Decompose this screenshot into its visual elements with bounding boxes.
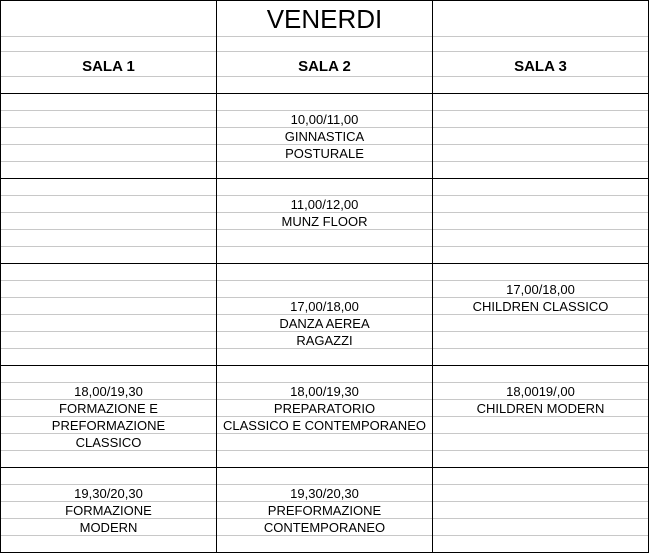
column-line	[216, 0, 217, 553]
class-name: CLASSICO	[75, 435, 142, 450]
class-name: RAGAZZI	[296, 333, 353, 348]
class-name: MUNZ FLOOR	[281, 214, 368, 229]
border-line	[0, 0, 649, 1]
class-name: MODERN	[79, 520, 138, 535]
class-name: FORMAZIONE	[65, 503, 152, 518]
row-line	[0, 51, 649, 52]
time-slot: 18,0019/,00	[506, 384, 575, 399]
time-slot: 17,00/18,00	[506, 282, 575, 297]
schedule-cell-sala-2	[217, 298, 432, 349]
border-line	[0, 365, 649, 366]
header-sala-2: SALA 2	[298, 58, 351, 75]
class-name: CHILDREN MODERN	[476, 401, 605, 416]
row-line	[0, 36, 649, 37]
border-line	[0, 467, 649, 468]
class-name: FORMAZIONE E	[59, 401, 158, 416]
class-name: DANZA AEREA	[279, 316, 370, 331]
time-slot: 19,30/20,30	[290, 486, 359, 501]
class-name: GINNASTICA	[284, 129, 365, 144]
schedule-cell-sala-3	[433, 281, 648, 315]
border-line	[0, 178, 649, 179]
row-line	[0, 246, 649, 247]
class-name: CLASSICO E CONTEMPORANEO	[223, 418, 426, 433]
time-slot: 11,00/12,00	[290, 197, 359, 212]
class-name: CONTEMPORANEO	[263, 520, 386, 535]
border-line	[0, 93, 649, 94]
column-line	[0, 0, 1, 553]
schedule-cell-sala-1	[1, 383, 216, 451]
schedule-cell-sala-2	[217, 383, 432, 434]
time-slot: 18,00/19,30	[290, 384, 359, 399]
schedule-cell-sala-2	[217, 196, 432, 230]
day-title: VENERDI	[266, 4, 383, 34]
column-line	[432, 0, 433, 553]
schedule-cell-sala-1	[1, 485, 216, 536]
header-sala-3: SALA 3	[514, 58, 567, 75]
class-name: CHILDREN CLASSICO	[472, 299, 609, 314]
schedule-cell-sala-2	[217, 111, 432, 162]
class-name: POSTURALE	[285, 146, 364, 161]
time-slot: 17,00/18,00	[290, 299, 359, 314]
class-name: PREPARATORIO	[273, 401, 376, 416]
time-slot: 10,00/11,00	[290, 112, 359, 127]
time-slot: 18,00/19,30	[74, 384, 143, 399]
schedule-cell-sala-3	[433, 383, 648, 417]
header-sala-1: SALA 1	[82, 58, 135, 75]
schedule-cell-sala-2	[217, 485, 432, 536]
time-slot: 19,30/20,30	[74, 486, 143, 501]
class-name: PREFORMAZIONE	[267, 503, 382, 518]
class-name: PREFORMAZIONE	[51, 418, 166, 433]
border-line	[0, 263, 649, 264]
